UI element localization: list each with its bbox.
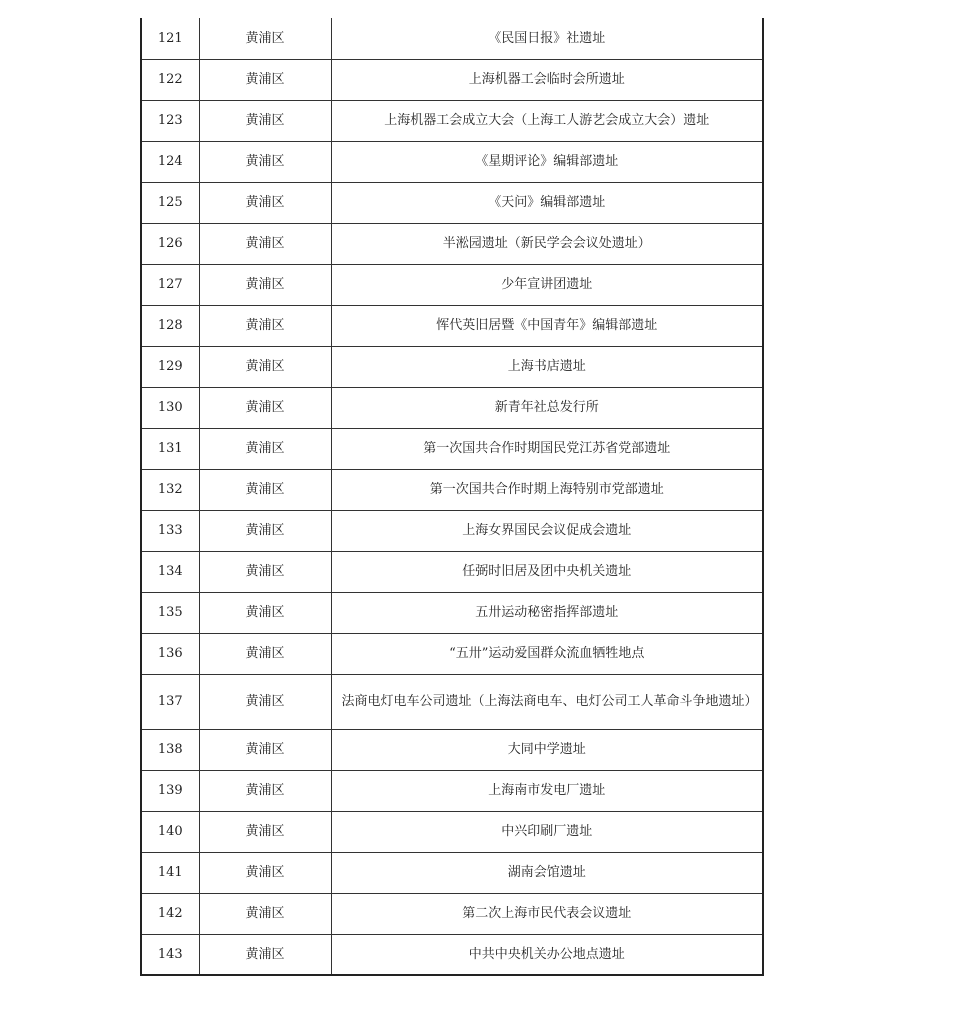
row-district: 黄浦区 <box>199 387 331 428</box>
row-site-name: 第二次上海市民代表会议遗址 <box>331 893 763 934</box>
row-number: 124 <box>141 141 199 182</box>
row-district: 黄浦区 <box>199 852 331 893</box>
row-site-name: 半淞园遗址（新民学会会议处遗址） <box>331 223 763 264</box>
table-row <box>141 428 763 469</box>
row-site-name: 恽代英旧居暨《中国青年》编辑部遗址 <box>331 305 763 346</box>
row-district: 黄浦区 <box>199 223 331 264</box>
row-number: 125 <box>141 182 199 223</box>
row-district: 黄浦区 <box>199 346 331 387</box>
table-row <box>141 141 763 182</box>
row-number: 133 <box>141 510 199 551</box>
table-row <box>141 100 763 141</box>
row-district: 黄浦区 <box>199 264 331 305</box>
row-number: 143 <box>141 934 199 975</box>
row-district: 黄浦区 <box>199 141 331 182</box>
row-site-name: 中共中央机关办公地点遗址 <box>331 934 763 975</box>
table-row <box>141 811 763 852</box>
row-site-name: 大同中学遗址 <box>331 729 763 770</box>
sites-table-body <box>141 18 763 975</box>
row-district: 黄浦区 <box>199 811 331 852</box>
row-number: 135 <box>141 592 199 633</box>
row-district: 黄浦区 <box>199 510 331 551</box>
table-row <box>141 305 763 346</box>
row-site-name: 上海南市发电厂遗址 <box>331 770 763 811</box>
row-number: 123 <box>141 100 199 141</box>
row-number: 140 <box>141 811 199 852</box>
row-number: 141 <box>141 852 199 893</box>
row-site-name: 中兴印刷厂遗址 <box>331 811 763 852</box>
row-site-name: 法商电灯电车公司遗址（上海法商电车、电灯公司工人革命斗争地遗址） <box>331 674 763 729</box>
table-row <box>141 469 763 510</box>
row-site-name: 任弼时旧居及团中央机关遗址 <box>331 551 763 592</box>
row-district: 黄浦区 <box>199 551 331 592</box>
row-number: 126 <box>141 223 199 264</box>
row-number: 129 <box>141 346 199 387</box>
table-row <box>141 770 763 811</box>
row-district: 黄浦区 <box>199 633 331 674</box>
row-district: 黄浦区 <box>199 934 331 975</box>
row-site-name: 上海书店遗址 <box>331 346 763 387</box>
row-site-name: 新青年社总发行所 <box>331 387 763 428</box>
table-row <box>141 852 763 893</box>
row-district: 黄浦区 <box>199 893 331 934</box>
row-district: 黄浦区 <box>199 59 331 100</box>
row-site-name: 少年宣讲团遗址 <box>331 264 763 305</box>
table-row <box>141 18 763 59</box>
row-district: 黄浦区 <box>199 469 331 510</box>
row-district: 黄浦区 <box>199 18 331 59</box>
table-row <box>141 893 763 934</box>
row-district: 黄浦区 <box>199 729 331 770</box>
table-row <box>141 223 763 264</box>
row-site-name: 上海机器工会临时会所遗址 <box>331 59 763 100</box>
table-row <box>141 674 763 729</box>
row-number: 121 <box>141 18 199 59</box>
row-site-name: 湖南会馆遗址 <box>331 852 763 893</box>
row-number: 136 <box>141 633 199 674</box>
row-number: 134 <box>141 551 199 592</box>
row-district: 黄浦区 <box>199 770 331 811</box>
row-site-name: “五卅”运动爱国群众流血牺牲地点 <box>331 633 763 674</box>
table-row <box>141 264 763 305</box>
row-number: 122 <box>141 59 199 100</box>
row-site-name: 《星期评论》编辑部遗址 <box>331 141 763 182</box>
row-number: 142 <box>141 893 199 934</box>
table-row <box>141 934 763 975</box>
row-site-name: 上海女界国民会议促成会遗址 <box>331 510 763 551</box>
sites-table <box>140 18 764 976</box>
table-row <box>141 592 763 633</box>
row-site-name: 第一次国共合作时期上海特别市党部遗址 <box>331 469 763 510</box>
row-number: 128 <box>141 305 199 346</box>
row-number: 127 <box>141 264 199 305</box>
table-row <box>141 59 763 100</box>
row-district: 黄浦区 <box>199 305 331 346</box>
row-number: 131 <box>141 428 199 469</box>
table-row <box>141 551 763 592</box>
row-number: 132 <box>141 469 199 510</box>
table-row <box>141 633 763 674</box>
table-row <box>141 510 763 551</box>
row-district: 黄浦区 <box>199 182 331 223</box>
row-number: 130 <box>141 387 199 428</box>
table-row <box>141 387 763 428</box>
row-site-name: 《天问》编辑部遗址 <box>331 182 763 223</box>
row-site-name: 《民国日报》社遗址 <box>331 18 763 59</box>
table-row <box>141 346 763 387</box>
row-district: 黄浦区 <box>199 592 331 633</box>
row-site-name: 五卅运动秘密指挥部遗址 <box>331 592 763 633</box>
row-number: 137 <box>141 674 199 729</box>
table-row <box>141 729 763 770</box>
row-number: 138 <box>141 729 199 770</box>
row-site-name: 上海机器工会成立大会（上海工人游艺会成立大会）遗址 <box>331 100 763 141</box>
row-district: 黄浦区 <box>199 100 331 141</box>
row-district: 黄浦区 <box>199 428 331 469</box>
row-district: 黄浦区 <box>199 674 331 729</box>
table-row <box>141 182 763 223</box>
row-site-name: 第一次国共合作时期国民党江苏省党部遗址 <box>331 428 763 469</box>
row-number: 139 <box>141 770 199 811</box>
